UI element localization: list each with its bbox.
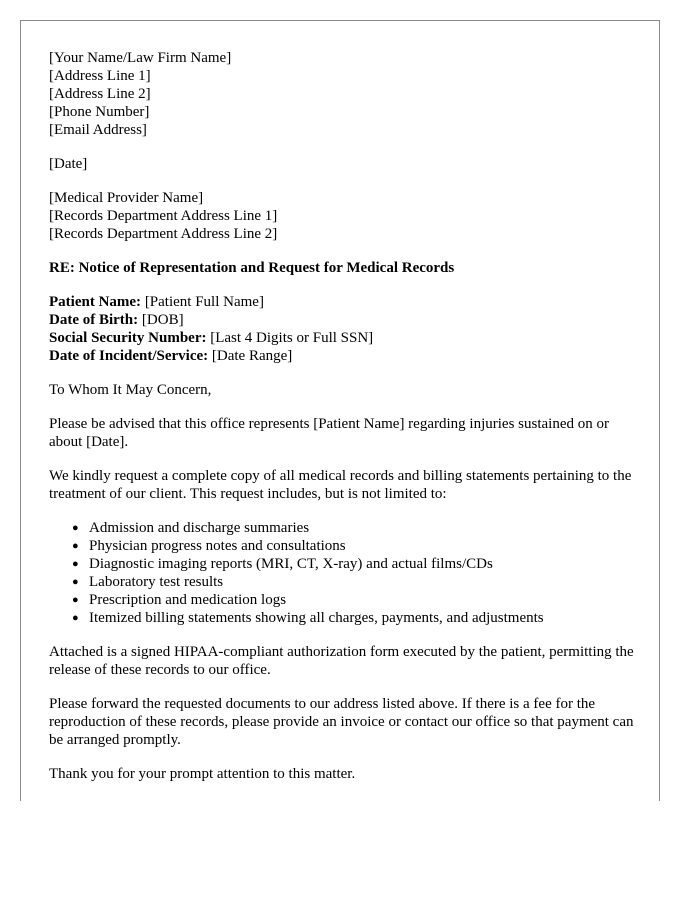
dob-label: Date of Birth:	[49, 312, 139, 328]
subject-block	[49, 259, 639, 277]
list-item	[72, 519, 639, 537]
date-block	[49, 155, 639, 173]
list-item	[72, 555, 639, 573]
list-item-text: Itemized billing statements showing all charges, payments, and adjustments	[89, 610, 544, 626]
list-item-text: Physician progress notes and consultations	[89, 538, 346, 554]
recipient-address-line-2: [Records Department Address Line 2]	[49, 226, 278, 242]
patient-name-value: [Patient Full Name]	[141, 294, 264, 310]
list-item	[72, 591, 639, 609]
list-item	[72, 537, 639, 555]
letter-date: [Date]	[49, 156, 88, 172]
bullet-icon: ●	[72, 612, 79, 624]
sender-name: [Your Name/Law Firm Name]	[49, 50, 232, 66]
subject-line: RE: Notice of Representation and Request for Medical Records	[49, 260, 455, 276]
incident-date-row	[49, 347, 639, 365]
sender-address-line-2: [Address Line 2]	[49, 86, 151, 102]
dob-row	[49, 311, 639, 329]
recipient-address-line-1: [Records Department Address Line 1]	[49, 208, 278, 224]
ssn-label: Social Security Number:	[49, 330, 207, 346]
list-item-text: Admission and discharge summaries	[89, 520, 310, 536]
bullet-icon: ●	[72, 558, 79, 570]
patient-name-row	[49, 293, 639, 311]
ssn-value: [Last 4 Digits or Full SSN]	[206, 330, 374, 346]
sender-block	[49, 49, 639, 139]
paragraph-request: We kindly request a complete copy of all medical records and billing statements pertaining to the treatment of our client. This request includes, but is not limited to:	[49, 468, 632, 502]
incident-date-value: [Date Range]	[208, 348, 293, 364]
paragraph-thanks: Thank you for your prompt attention to this matter.	[49, 766, 356, 782]
dob-value: [DOB]	[138, 312, 184, 328]
bullet-icon: ●	[72, 594, 79, 606]
recipient-block	[49, 189, 639, 243]
paragraph-forward: Please forward the requested documents to our address listed above. If there is a fee for the reproduction of these records, please provide an invoice or contact our office so that payment can be arranged promptly.	[49, 696, 634, 748]
sender-phone: [Phone Number]	[49, 104, 150, 120]
bullet-icon: ●	[72, 540, 79, 552]
patient-info-block	[49, 293, 639, 365]
incident-date-label: Date of Incident/Service:	[49, 348, 209, 364]
list-item	[72, 573, 639, 591]
salutation: To Whom It May Concern,	[49, 382, 212, 398]
ssn-row	[49, 329, 639, 347]
bullet-icon: ●	[72, 522, 79, 534]
letter-content	[49, 49, 639, 799]
list-item-text: Prescription and medication logs	[89, 592, 287, 608]
paragraph-attached: Attached is a signed HIPAA-compliant authorization form executed by the patient, permitting the release of these records to our office.	[49, 644, 634, 678]
paragraph-advised: Please be advised that this office represents [Patient Name] regarding injuries sustained on or about [Date].	[49, 416, 609, 450]
list-item-text: Laboratory test results	[89, 574, 224, 590]
list-item-text: Diagnostic imaging reports (MRI, CT, X-ray) and actual films/CDs	[89, 556, 493, 572]
list-item	[72, 609, 639, 627]
sender-email: [Email Address]	[49, 122, 147, 138]
records-list	[49, 519, 639, 627]
recipient-name: [Medical Provider Name]	[49, 190, 204, 206]
letter-page	[20, 20, 660, 801]
bullet-icon: ●	[72, 576, 79, 588]
patient-name-label: Patient Name:	[49, 294, 142, 310]
sender-address-line-1: [Address Line 1]	[49, 68, 151, 84]
